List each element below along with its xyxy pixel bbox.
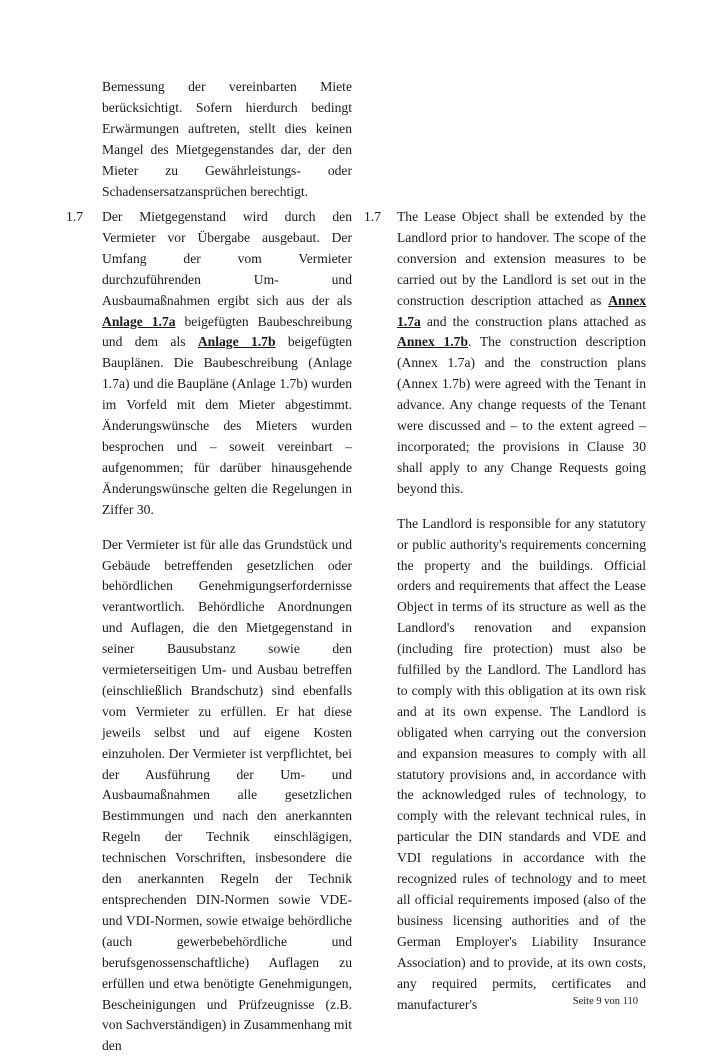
english-annex-ref-1-7a: Annex 1.7a [397, 292, 646, 329]
english-paragraph-1 [397, 207, 646, 500]
german-p1-text-c: beigefügten Bauplänen. Die Baubeschreibung (Anlage 1.7a) und die Baupläne (Anlage 1.7b) wurden im Vorfeld mit dem Mieter abgestimmt. Änderungswünsche des Mieters wurden besprochen und – soweit vereinbart – aufgenommen; für darüber hinausgehende Änderungswünsche gelten die Regelungen in Ziffer 30. [102, 334, 352, 517]
english-annex-ref-1-7b: Annex 1.7b [397, 334, 469, 350]
german-p1-text-a: Der Mietgegenstand wird durch den Vermieter vor Übergabe ausgebaut. Der Umfang der vom Vermieter durchzuführenden Um- und Ausbaumaßnahmen ergibt sich aus der als [102, 209, 352, 308]
german-section-1-7 [102, 207, 352, 1057]
german-annex-ref-1-7b: Anlage 1.7b [197, 334, 276, 350]
page-footer: Seite 9 von 110 [572, 996, 638, 1007]
german-carryover-paragraph [102, 77, 352, 202]
english-p1-text-a: The Lease Object shall be extended by the Landlord prior to handover. The scope of the conversion and extension measures to be carried out by the Landlord is set out in the construction description attached as [397, 209, 646, 308]
english-p1-text-c: . The construction description (Annex 1.7a) and the construction plans (Annex 1.7b) were agreed with the Tenant in advance. Any change requests of the Tenant were discussed and – to the extent agreed – incorporated; the provisions in Clause 30 shall apply to any Change Requests going beyond this. [397, 334, 646, 496]
german-carryover-text: Bemessung der vereinbarten Miete berücksichtigt. Sofern hierdurch bedingt Erwärmungen auftreten, stellt dies keinen Mangel des Mietgegenstandes dar, der den Mieter zu Gewährleistungs- oder Schadensersatzansprüchen berechtigt. [102, 79, 352, 199]
english-section-1-7 [397, 207, 646, 1015]
german-paragraph-1 [102, 207, 352, 521]
english-section-number: 1.7 [364, 209, 381, 224]
english-paragraph-2: The Landlord is responsible for any statutory or public authority's requirements concerning the property and the buildings. Official orders and requirements that affect the Lease Object in terms of its structure as well as the Landlord's renovation and expansion (including fire protection) must also be fulfilled by the Landlord. The Landlord has to comply with this obligation at its own risk and at its own expense. The Landlord is obligated when carrying out the conversion and expansion measures to comply with all statutory provisions and, in accordance with the acknowledged rules of technology, to comply with the relevant technical rules, in particular the DIN standards and VDE and VDI regulations in accordance with the recognized rules of technology and to meet all official requirements imposed (also of the business licensing authorities and of the German Employer's Liability Insurance Association) and to provide, at its own costs, any required permits, certificates and manufacturer's [397, 515, 646, 1012]
german-paragraph-2: Der Vermieter ist für alle das Grundstück und Gebäude betreffenden gesetzlichen oder behördlichen Genehmigungserfordernisse verantwortlich. Behördliche Anordnungen und Auflagen, die den Mietgegenstand in seiner Bausubstanz sowie den vermieterseitigen Um- und Ausbau betreffen (einschließlich Brandschutz) sind ebenfalls vom Vermieter zu erfüllen. Er hat diese jeweils selbst und auf eigene Kosten einzuholen. Der Vermieter ist verpflichtet, bei der Ausführung der Um- und Ausbaumaßnahmen alle gesetzlichen Bestimmungen und nach den anerkannten Regeln der Technik einschlägigen, technischen Vorschriften, insbesondere die den anerkannten Regeln der Technik entsprechenden DIN-Normen sowie VDE- und VDI-Normen, sowie etwaige behördliche (auch gewerbebehördliche und berufsgenossenschaftliche) Auflagen zu erfüllen und etwa benötigte Genehmigungen, Bescheinigungen und Prüfzeugnisse (z.B. von Sachverständigen) in Zusammenhang mit den [102, 536, 352, 1054]
german-p1-text-b: beigefügten Baubeschreibung und dem als [102, 313, 352, 350]
german-annex-ref-1-7a: Anlage 1.7a [102, 313, 176, 329]
english-p1-text-b: and the construction plans attached as [420, 313, 646, 329]
german-section-number: 1.7 [66, 209, 83, 224]
